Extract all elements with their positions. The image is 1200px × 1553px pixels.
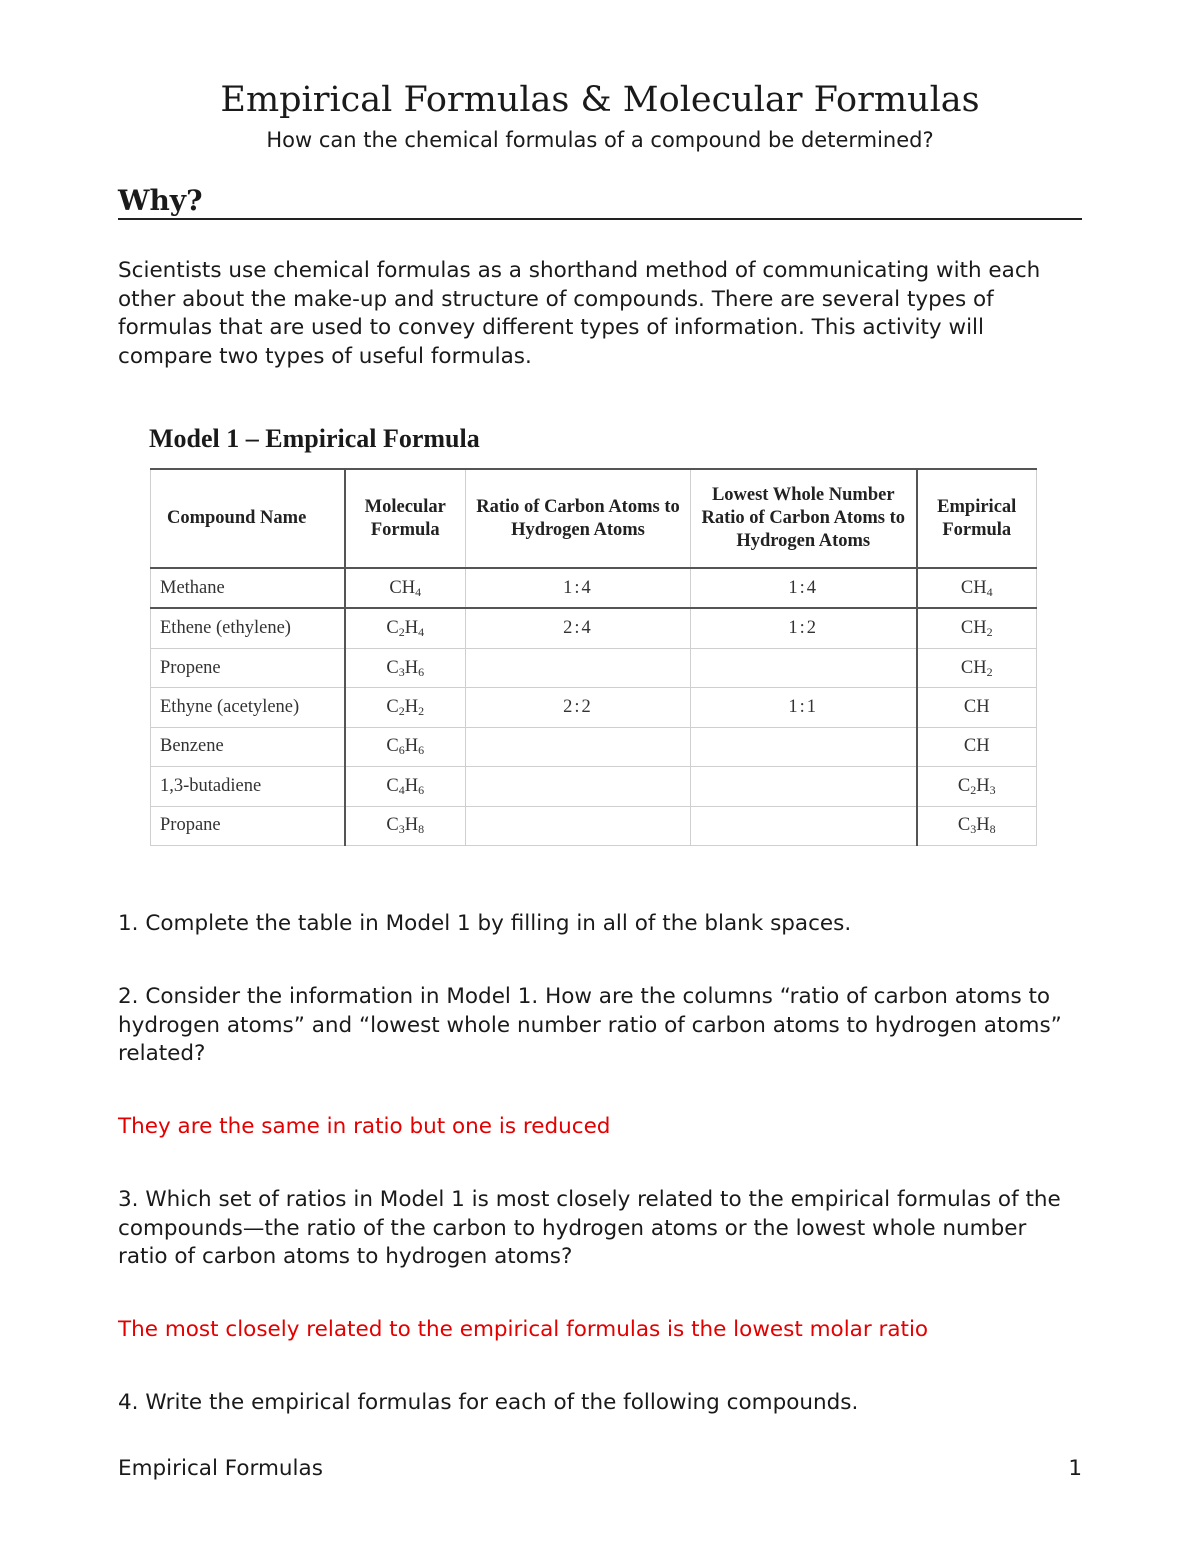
- table-row: [151, 688, 1037, 727]
- molecular-formula-cell: $C_6H_6$: [345, 727, 466, 766]
- ratio-cell: 2:4: [466, 608, 691, 648]
- table-row: [151, 727, 1037, 766]
- lowest-ratio-cell: [691, 648, 917, 687]
- lowest-ratio-cell: [691, 767, 917, 806]
- empirical-formula-cell: $CH_2$: [917, 648, 1037, 687]
- footer-title: Empirical Formulas: [118, 1456, 323, 1481]
- column-header: Lowest Whole Number Ratio of Carbon Atoms to Hydrogen Atoms: [691, 469, 917, 568]
- table-body: [151, 568, 1037, 846]
- lowest-ratio-cell: 1:4: [691, 568, 917, 608]
- compound-name-cell: Propene: [151, 648, 345, 687]
- molecular-formula-cell: $C_4H_6$: [345, 767, 466, 806]
- molecular-formula-cell: $C_3H_6$: [345, 648, 466, 687]
- compound-name-cell: Benzene: [151, 727, 345, 766]
- table-row: [151, 767, 1037, 806]
- model-table: [150, 468, 1037, 846]
- ratio-cell: [466, 727, 691, 766]
- compound-name-cell: Propane: [151, 806, 345, 845]
- column-header: Compound Name: [151, 469, 345, 568]
- table-header-row: [151, 469, 1037, 568]
- table-row: [151, 568, 1037, 608]
- lowest-ratio-cell: [691, 806, 917, 845]
- page-number: 1: [1068, 1456, 1082, 1481]
- compound-name-cell: Ethyne (acetylene): [151, 688, 345, 727]
- answer-3: The most closely related to the empirical formulas is the lowest molar ratio: [118, 1317, 929, 1342]
- empirical-formula-cell: $C_2H_3$: [917, 767, 1037, 806]
- table-row: [151, 608, 1037, 648]
- question-4: 4. Write the empirical formulas for each of the following compounds.: [118, 1390, 859, 1415]
- molecular-formula-cell: $C_2H_2$: [345, 688, 466, 727]
- ratio-cell: [466, 806, 691, 845]
- question-1: 1. Complete the table in Model 1 by filling in all of the blank spaces.: [118, 911, 852, 936]
- table-row: [151, 806, 1037, 845]
- lowest-ratio-cell: [691, 727, 917, 766]
- empirical-formula-cell: $C_3H_8$: [917, 806, 1037, 845]
- compound-name-cell: Methane: [151, 568, 345, 608]
- empirical-formula-cell: $CH_2$: [917, 608, 1037, 648]
- molecular-formula-cell: $CH_4$: [345, 568, 466, 608]
- ratio-cell: [466, 648, 691, 687]
- page-subtitle: How can the chemical formulas of a compound be determined?: [266, 128, 934, 152]
- empirical-formula-cell: CH: [917, 727, 1037, 766]
- column-header: Ratio of Carbon Atoms to Hydrogen Atoms: [466, 469, 691, 568]
- empirical-formula-cell: CH: [917, 688, 1037, 727]
- page-title: Empirical Formulas & Molecular Formulas: [220, 80, 980, 120]
- ratio-cell: 1:4: [466, 568, 691, 608]
- lowest-ratio-cell: 1:2: [691, 608, 917, 648]
- why-heading: Why?: [118, 184, 1082, 220]
- column-header: Empirical Formula: [917, 469, 1037, 568]
- model-title: Model 1 – Empirical Formula: [149, 424, 480, 453]
- molecular-formula-cell: $C_3H_8$: [345, 806, 466, 845]
- ratio-cell: 2:2: [466, 688, 691, 727]
- why-paragraph: Scientists use chemical formulas as a shorthand method of communicating with each other about the make-up and structure of compounds. There are several types of formulas that are used to convey different types of information. This activity will compare two types of useful formulas.: [118, 258, 1041, 369]
- table-row: [151, 648, 1037, 687]
- column-header: Molecular Formula: [345, 469, 466, 568]
- compound-name-cell: Ethene (ethylene): [151, 608, 345, 648]
- ratio-cell: [466, 767, 691, 806]
- empirical-formula-cell: $CH_4$: [917, 568, 1037, 608]
- lowest-ratio-cell: 1:1: [691, 688, 917, 727]
- answer-2: They are the same in ratio but one is reduced: [118, 1114, 611, 1139]
- question-2: 2. Consider the information in Model 1. How are the columns “ratio of carbon atoms to hydrogen atoms” and “lowest whole number ratio of carbon atoms to hydrogen atoms” related?: [118, 984, 1062, 1066]
- compound-name-cell: 1,3-butadiene: [151, 767, 345, 806]
- question-3: 3. Which set of ratios in Model 1 is most closely related to the empirical formulas of the compounds—the ratio of the carbon to hydrogen atoms or the lowest whole number ratio of carbon atoms to hydrogen atoms?: [118, 1187, 1061, 1269]
- molecular-formula-cell: $C_2H_4$: [345, 608, 466, 648]
